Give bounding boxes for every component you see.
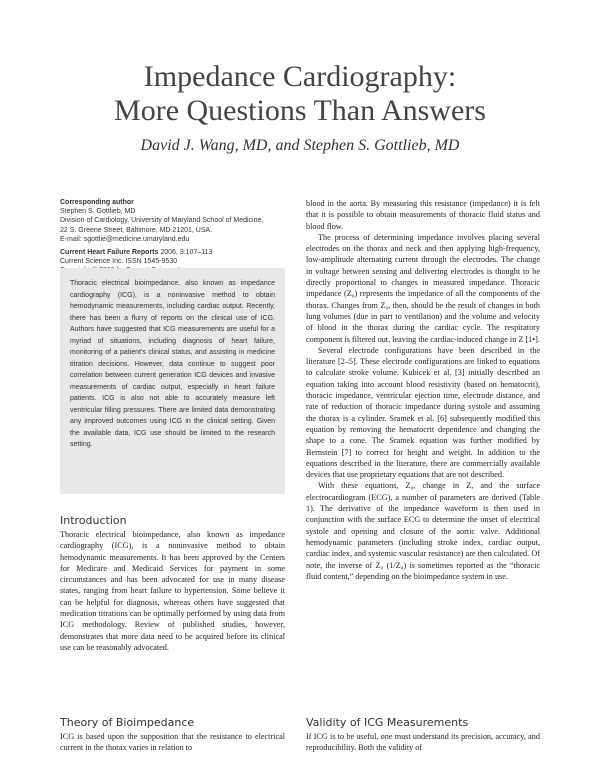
theory-text [60,731,285,754]
author-list: David J. Wang, MD, and Stephen S. Gottlieb, MD [140,137,460,154]
citation-line [60,248,285,257]
theory-heading: Theory of Bioimpedance [60,716,195,729]
introduction-heading: Introduction [60,514,127,527]
right-paragraph-1: blood in the aorta. By measuring this resistance (impedance) it is felt that it is possible to obtain measurements of thoracic fluid status and blood flow. [306,199,540,231]
title-line-2: More Questions Than Answers [114,94,486,127]
introduction-paragraph: Thoracic electrical bioimpedance, also known as impedance cardiography (ICG), is a noninvasive method to obtain hemodynamic measurements. It has been approved by the Centers for Medicare and Medicaid Services for payment in some circumstances and has been advocated for use in many disease states, ranging from heart failure to hypertension. Some believe it can be helpful for diagnosis, whereas others have suggested that medication titrations can be optimally performed by using data from ICG methodology. Review of published studies, however, demonstrates that more data need to be acquired before its clinical use can be reasonably advocated. [60,530,285,652]
corresponding-name: Stephen S. Gottlieb, MD [60,208,136,216]
paper-title [0,60,600,128]
issn-line: Current Science Inc. ISSN 1545-9530 [60,258,178,266]
introduction-text [60,529,285,653]
validity-heading: Validity of ICG Measurements [306,716,469,729]
right-paragraph-2: The process of determining impedance involves placing several electrodes on the thorax and neck and then applying high-frequency, low-amplitude alternating current through the electrodes. The change in voltage between sensing and delivering electrodes is thought to be directly proportional to changes in measured impedance. Thoracic impedance (Z₀) represents the impedance of all the components of the thorax. Changes from Z₀, then, should be the result of changes in both lung volumes (due in part to ventilation) and the volume and velocity of blood in the thorax during the cardiac cycle. The respiratory component is filtered out, leaving the cardiac-induced change in Z [1•]. [306,232,540,344]
right-paragraph-4: With these equations, Z₀, change in Z, and the surface electrocardiogram (ECG), a number of parameters are derived (Table 1). The derivative of the impedance waveform is then used in conjunction with the surface ECG to determine the onset of electrical systole and opening and closure of the aortic valve. Additional hemodynamic parameters (including stroke index, cardiac output, cardiac index, and systemic vascular resistance) are then calculated. Of note, the inverse of Z₀ (1/Z₀) is sometimes reported as the “thoracic fluid content,” depending on the bioimpedance system in use. [306,481,540,581]
corresponding-email[interactable]: E-mail: sgottlie@medicine.umaryland.edu [60,235,190,243]
validity-paragraph: If ICG is to be useful, one must understand its precision, accuracy, and reproducibility. Both the validity of [306,732,540,753]
corresponding-address: 22 S. Greene Street, Baltimore, MD 21201, USA. [60,226,213,234]
right-paragraph-3: Several electrode configurations have been described in the literature [2–5]. These electrode configurations are linked to equations to calculate stroke volume. Kubicek et al. [3] initially described an equation taking into account blood resistivity (based on hematocrit), thoracic impedance, ventricular ejection time, electrode distance, and rate of reduction of thoracic impedance during systole and assuming the thorax is a cylinder. Sramek et al. [6] subsequently modified this equation by removing the hematocrit dependence and changing the shape to a cone. The Sramek equation was further modified by Bernstein [7] to correct for height and weight. In addition to the equations described in the literature, there are commercially available devices that use proprietary equations that are not described. [306,345,540,480]
journal-name: Current Heart Failure Reports [60,249,159,257]
right-column-text [306,198,540,582]
article-metadata [60,198,285,276]
validity-text [306,731,540,754]
citation-details: 2006, 3:107–113 [158,249,213,257]
title-line-1: Impedance Cardiography: [143,60,457,93]
corresponding-heading: Corresponding author [60,199,134,206]
abstract-box: Thoracic electrical bioimpedance, also known as impedance cardiography (ICG), is a noninvasive method to obtain hemodynamic measurements, including cardiac output. Recently, there has been a flurry of reports on the clinical use of ICG. Authors have suggested that ICG measurements are useful for a myriad of situations, including diagnosis of heart failure, monitoring of a patient's clinical status, and assisting in medicine titration decisions. However, data continue to suggest poor correlation between current generation ICG devices and invasive measurements of cardiac output, especially in heart failure patients. ICG is also not able to accurately measure left ventricular filling pressures. There are limited data demonstrating any improved outcomes using ICG in the clinical setting. Given the available data, ICG use should be limited to the research setting. [60,268,285,494]
corresponding-affiliation: Division of Cardiology, University of Maryland School of Medicine, [60,217,264,225]
theory-paragraph: ICG is based upon the supposition that the resistance to electrical current in the thorax varies in relation to [60,732,285,753]
